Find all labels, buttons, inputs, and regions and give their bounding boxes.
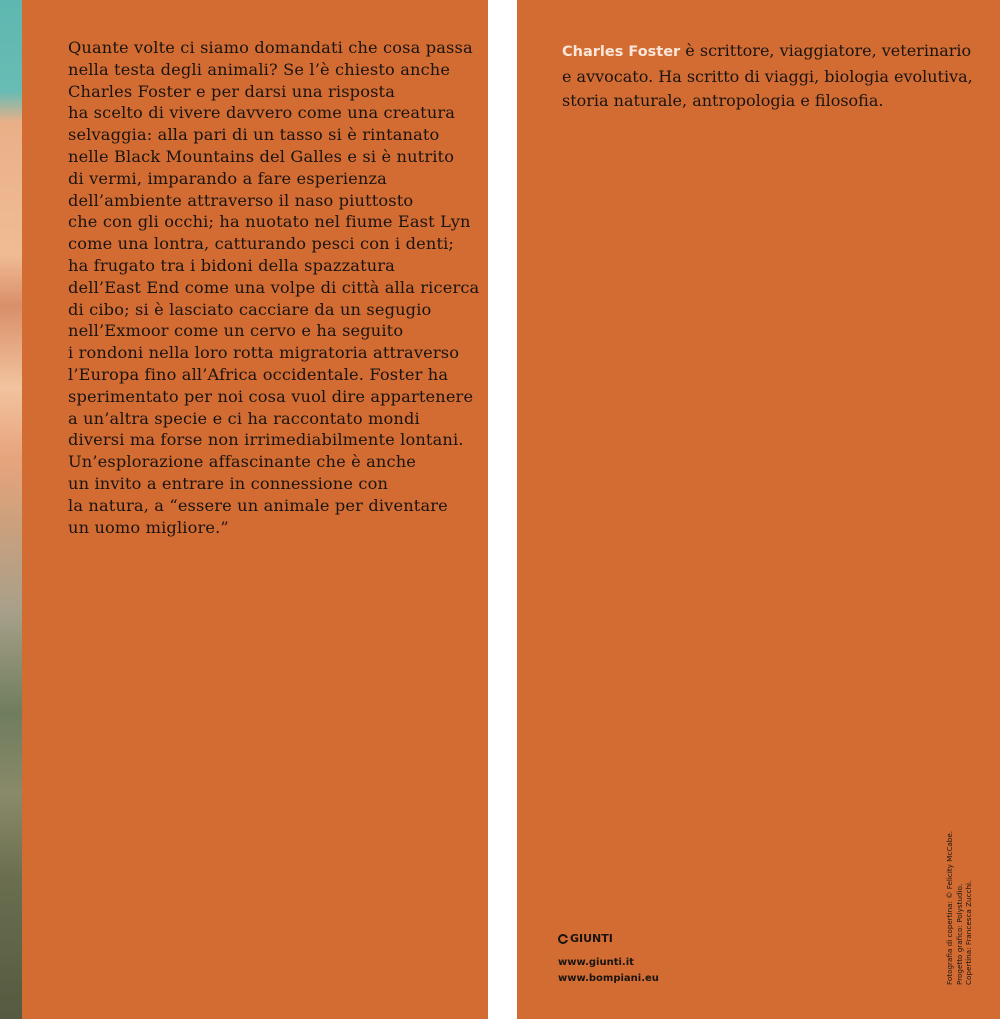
blurb-line: l’Europa fino all’Africa occidentale. Foster ha (68, 364, 449, 384)
blurb-line: nell’Exmoor come un cervo e ha seguito (68, 321, 404, 341)
book-blurb (68, 37, 488, 538)
cover-photo-edge (0, 0, 22, 1019)
blurb-line: la natura, a “essere un animale per diventare (68, 495, 448, 515)
credit-line: Fotografia di copertina: © Felicity McCabe. (945, 830, 954, 985)
blurb-line: Un’esplorazione affascinante che è anche (68, 452, 417, 472)
giunti-logo-icon (558, 934, 568, 944)
publisher-links (558, 955, 659, 987)
flap-gutter (488, 0, 517, 1019)
bio-line: storia naturale, antropologia e filosofia. (562, 91, 884, 110)
blurb-line: di cibo; si è lasciato cacciare da un segugio (68, 299, 432, 319)
cover-credits (945, 831, 974, 985)
bio-text: è scrittore, viaggiatore, veterinario (680, 41, 972, 60)
blurb-line: che con gli occhi; ha nuotato nel fiume East Lyn (68, 212, 471, 232)
blurb-line: ha scelto di vivere davvero come una creatura (68, 103, 456, 123)
blurb-line: Charles Foster e per darsi una risposta (68, 81, 395, 101)
bio-line: e avvocato. Ha scritto di viaggi, biologia evolutiva, (562, 66, 973, 86)
author-name: Charles Foster (562, 44, 681, 60)
credit-line: Progetto grafico: Polystudio. (954, 883, 964, 985)
blurb-line: sperimentato per noi cosa vuol dire appartenere (68, 386, 474, 406)
bio-line (562, 39, 1000, 65)
blurb-line: diversi ma forse non irrimediabilmente lontani. (68, 430, 464, 450)
publisher-logo-text: GIUNTI (570, 932, 613, 945)
blurb-line: i rondoni nella loro rotta migratoria attraverso (68, 343, 460, 363)
credit-line: Copertina: Francesca Zucchi. (964, 880, 973, 985)
blurb-line: nella testa degli animali? Se l’è chiesto anche (68, 59, 451, 79)
blurb-line: dell’East End come una volpe di città alla ricerca (68, 277, 480, 297)
left-flap (22, 0, 488, 1019)
blurb-line: un invito a entrare in connessione con (68, 473, 389, 493)
blurb-line: nelle Black Mountains del Galles e si è nutrito (68, 146, 455, 166)
publisher-logo (558, 932, 613, 945)
blurb-line: a un’altra specie e ci ha raccontato mondi (68, 408, 420, 428)
right-flap (517, 0, 1000, 1019)
blurb-line: un uomo migliore.” (68, 517, 229, 537)
blurb-line: come una lontra, catturando pesci con i denti; (68, 234, 455, 254)
publisher-link[interactable]: www.giunti.it (558, 957, 634, 968)
blurb-line: selvaggia: alla pari di un tasso si è rintanato (68, 125, 440, 145)
blurb-line: dell’ambiente attraverso il naso piuttosto (68, 190, 414, 210)
publisher-link[interactable]: www.bompiani.eu (558, 973, 659, 984)
author-bio (562, 39, 1000, 114)
blurb-line: Quante volte ci siamo domandati che cosa passa (68, 38, 473, 57)
blurb-line: di vermi, imparando a fare esperienza (68, 168, 387, 188)
blurb-line: ha frugato tra i bidoni della spazzatura (68, 255, 395, 275)
